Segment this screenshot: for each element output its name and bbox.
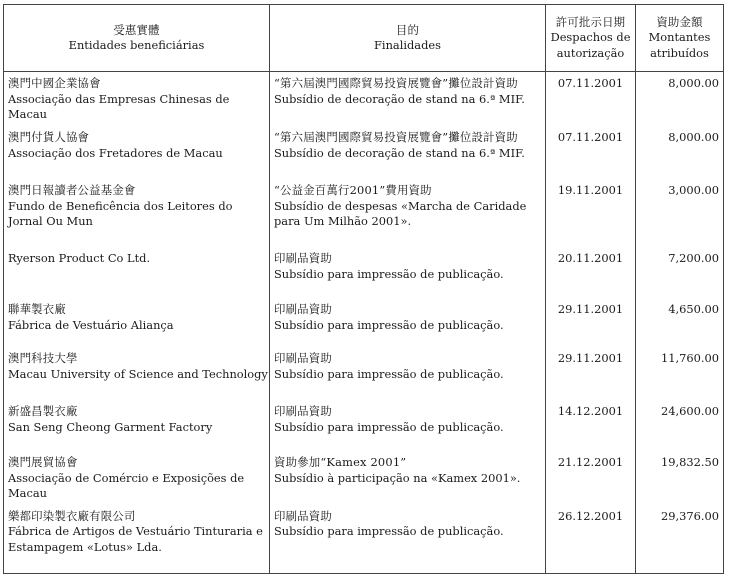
date-cell: 20.11.2001 <box>546 247 636 298</box>
entity-cell <box>4 451 270 505</box>
purpose-zh: “公益金百萬行2001”費用資助 <box>274 183 432 197</box>
date-cell: 21.12.2001 <box>546 451 636 505</box>
amount-cell: 24,600.00 <box>636 400 724 451</box>
table-row <box>4 126 724 179</box>
table-row <box>4 72 724 127</box>
entity-cell <box>4 72 270 127</box>
purpose-zh: 印刷品資助 <box>274 351 332 365</box>
entity-cell <box>4 347 270 400</box>
purpose-zh: “第六屆澳門國際貿易投資展覽會”攤位設計資助 <box>274 130 518 144</box>
table-row <box>4 247 724 298</box>
entity-zh: 澳門展貿協會 <box>8 455 78 469</box>
amount-cell: 8,000.00 <box>636 126 724 179</box>
header-dates-zh: 許可批示日期 <box>555 14 626 29</box>
table-row <box>4 347 724 400</box>
date-cell: 14.12.2001 <box>546 400 636 451</box>
entity-pt: Associação dos Fretadores de Macau <box>8 145 223 160</box>
purpose-pt: Subsídio para impressão de publicação. <box>274 266 504 281</box>
purpose-pt: Subsídio de decoração de stand na 6.ª MIF. <box>274 91 525 106</box>
table-row <box>4 451 724 505</box>
entity-pt: Macau University of Science and Technology <box>8 366 268 381</box>
purpose-zh: 印刷品資助 <box>274 404 332 418</box>
header-dates-pt1: Despachos de <box>550 30 631 45</box>
header-dates <box>546 5 636 72</box>
entity-cell <box>4 505 270 574</box>
amount-cell: 8,000.00 <box>636 72 724 127</box>
table-row <box>4 298 724 347</box>
entity-zh: 澳門日報讀者公益基金會 <box>8 183 136 197</box>
purpose-cell <box>270 400 546 451</box>
purpose-cell <box>270 347 546 400</box>
header-dates-pt2: autorização <box>556 45 625 60</box>
header-amounts-pt1: Montantes <box>648 30 711 45</box>
amount-cell: 7,200.00 <box>636 247 724 298</box>
header-entities <box>4 5 270 72</box>
date-cell: 07.11.2001 <box>546 126 636 179</box>
amount-cell: 29,376.00 <box>636 505 724 574</box>
header-entities-zh: 受惠實體 <box>113 22 160 37</box>
amount-cell: 3,000.00 <box>636 179 724 247</box>
header-purposes-pt: Finalidades <box>374 38 441 52</box>
entity-zh: 澳門付貨人協會 <box>8 130 90 144</box>
purpose-cell <box>270 72 546 127</box>
entity-pt: San Seng Cheong Garment Factory <box>8 419 213 434</box>
purpose-cell <box>270 179 546 247</box>
subsidies-table <box>3 4 724 574</box>
entity-cell <box>4 179 270 247</box>
amount-cell: 11,760.00 <box>636 347 724 400</box>
date-cell: 26.12.2001 <box>546 505 636 574</box>
entity-cell <box>4 126 270 179</box>
entity-zh: 樂都印染製衣廠有限公司 <box>8 508 136 523</box>
purpose-cell <box>270 247 546 298</box>
purpose-cell <box>270 451 546 505</box>
header-purposes <box>270 5 546 72</box>
purpose-zh: “第六屆澳門國際貿易投資展覽會”攤位設計資助 <box>274 76 518 90</box>
purpose-cell <box>270 298 546 347</box>
purpose-cell <box>270 505 546 574</box>
header-entities-pt: Entidades beneficiárias <box>68 38 205 52</box>
purpose-pt: Subsídio para impressão de publicação. <box>274 524 504 538</box>
entity-zh: 澳門科技大學 <box>8 351 78 365</box>
purpose-pt: Subsídio à participação na «Kamex 2001». <box>274 470 521 485</box>
purpose-zh: 資助參加“Kamex 2001” <box>274 455 407 469</box>
date-cell: 07.11.2001 <box>546 72 636 127</box>
header-amounts-zh: 資助金額 <box>656 14 703 29</box>
purpose-pt: Subsídio para impressão de publicação. <box>274 419 504 434</box>
purpose-cell <box>270 126 546 179</box>
entity-cell <box>4 298 270 347</box>
purpose-pt: Subsídio de decoração de stand na 6.ª MIF. <box>274 145 525 160</box>
table-header-row <box>4 5 724 72</box>
entity-zh: 新盛昌製衣廠 <box>8 404 78 418</box>
entity-pt: Ryerson Product Co Ltd. <box>8 251 151 265</box>
purpose-zh: 印刷品資助 <box>274 251 332 265</box>
purpose-pt: Subsídio para impressão de publicação. <box>274 366 504 381</box>
purpose-pt: Subsídio para impressão de publicação. <box>274 317 504 332</box>
header-purposes-zh: 目的 <box>395 22 420 37</box>
entity-pt: Associação de Comércio e Exposições de Macau <box>8 470 245 500</box>
amount-cell: 4,650.00 <box>636 298 724 347</box>
purpose-zh: 印刷品資助 <box>274 302 332 316</box>
entity-pt: Fábrica de Artigos de Vestuário Tinturaria e Estampagem «Lotus» Lda. <box>8 524 263 554</box>
date-cell: 29.11.2001 <box>546 347 636 400</box>
purpose-pt: Subsídio de despesas «Marcha de Caridade para Um Milhão 2001». <box>274 198 527 228</box>
entity-pt: Fundo de Beneficência dos Leitores do Jornal Ou Mun <box>8 198 233 228</box>
entity-cell <box>4 247 270 298</box>
header-amounts-pt2: atribuídos <box>650 45 709 60</box>
amount-cell: 19,832.50 <box>636 451 724 505</box>
entity-zh: 聯華製衣廠 <box>8 302 66 316</box>
header-amounts <box>636 5 724 72</box>
entity-pt: Associação das Empresas Chinesas de Macau <box>8 91 230 121</box>
entity-cell <box>4 400 270 451</box>
entity-pt: Fábrica de Vestuário Aliança <box>8 317 174 332</box>
table-row <box>4 505 724 574</box>
entity-zh: 澳門中國企業協會 <box>8 76 101 90</box>
purpose-zh: 印刷品資助 <box>274 508 332 523</box>
table-row <box>4 400 724 451</box>
date-cell: 29.11.2001 <box>546 298 636 347</box>
date-cell: 19.11.2001 <box>546 179 636 247</box>
table-row <box>4 179 724 247</box>
